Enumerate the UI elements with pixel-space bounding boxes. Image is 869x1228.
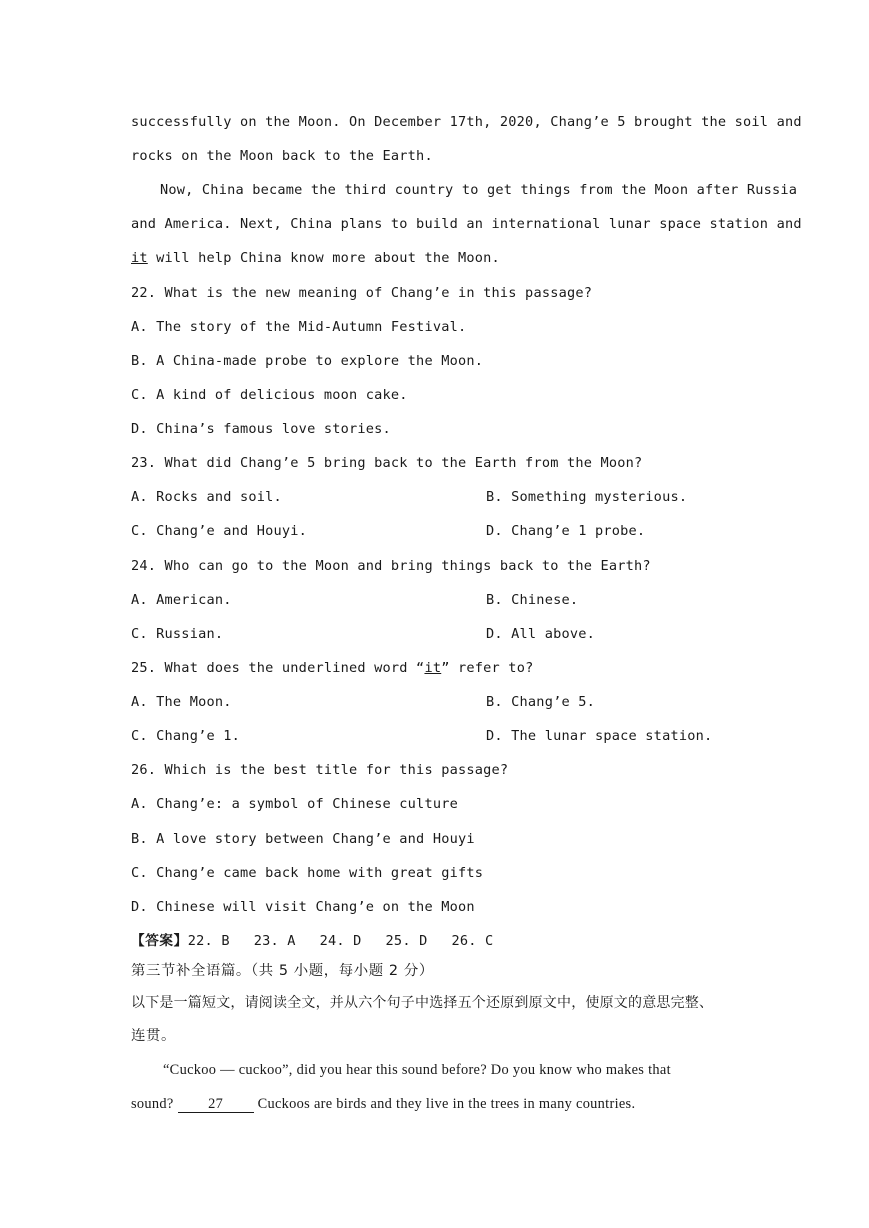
question-23-option-d: D. Chang’e 1 probe. [486,523,646,539]
passage-line-2: rocks on the Moon back to the Earth. [131,148,433,164]
blank-27[interactable]: 27 [178,1097,254,1113]
question-26-option-d: D. Chinese will visit Chang’e on the Moon [131,899,475,915]
question-25-stem [131,659,533,677]
answer-24: 24. D [319,933,362,949]
answer-23: 23. A [253,933,296,949]
section-3-instruction-line-1: 以下是一篇短文，请阅读全文，并从六个句子中选择五个还原到原文中，使原文的意思完整、 [131,995,714,1011]
question-22-option-b: B. A China-made probe to explore the Moon. [131,353,484,369]
underlined-it: it [131,250,148,266]
question-22-option-c: C. A kind of delicious moon cake. [131,387,408,403]
question-24-stem: 24. Who can go to the Moon and bring things back to the Earth? [131,558,651,574]
question-25-option-c: C. Chang’e 1. [131,728,240,744]
answer-key [131,932,493,950]
question-25-stem-post: ” refer to? [441,660,534,676]
answer-label: 【答案】 [131,933,188,949]
question-25-stem-pre: 25. What does the underlined word “ [131,660,425,676]
passage-line-1: successfully on the Moon. On December 17th, 2020, Chang’e 5 brought the soil and [131,114,802,130]
question-26-option-b: B. A love story between Chang’e and Houyi [131,831,475,847]
question-26-option-a: A. Chang’e: a symbol of Chinese culture [131,796,458,812]
cloze-line-2-post: Cuckoos are birds and they live in the trees in many countries. [257,1096,636,1112]
question-25-option-d: D. The lunar space station. [486,728,713,744]
section-3-instruction-line-2: 连贯。 [131,1028,176,1044]
answer-22: 22. B [187,933,230,949]
question-22-stem: 22. What is the new meaning of Chang’e in this passage? [131,285,593,301]
question-24-option-c: C. Russian. [131,626,224,642]
section-3-title: 第三节补全语篇。（共 5 小题，每小题 2 分） [131,963,434,979]
cloze-paragraph-line-1: “Cuckoo — cuckoo”, did you hear this sound before? Do you know who makes that [163,1062,671,1078]
passage-line-5-rest: will help China know more about the Moon. [147,250,500,266]
passage-line-3: Now, China became the third country to get things from the Moon after Russia [160,182,798,198]
question-22-option-d: D. China’s famous love stories. [131,421,391,437]
question-26-stem: 26. Which is the best title for this passage? [131,762,509,778]
question-25-option-a: A. The Moon. [131,694,232,710]
cloze-paragraph-line-2 [131,1095,635,1113]
passage-line-5 [131,249,500,267]
question-24-option-b: B. Chinese. [486,592,579,608]
question-23-option-c: C. Chang’e and Houyi. [131,523,308,539]
question-24-option-d: D. All above. [486,626,595,642]
question-26-option-c: C. Chang’e came back home with great gifts [131,865,484,881]
question-23-stem: 23. What did Chang’e 5 bring back to the Earth from the Moon? [131,455,643,471]
question-23-option-b: B. Something mysterious. [486,489,688,505]
question-24-option-a: A. American. [131,592,232,608]
question-25-option-b: B. Chang’e 5. [486,694,595,710]
passage-line-4: and America. Next, China plans to build an international lunar space station and [131,216,802,232]
answer-26: 26. C [451,933,494,949]
question-23-option-a: A. Rocks and soil. [131,489,282,505]
cloze-line-2-pre: sound? [131,1096,174,1112]
question-25-underlined-word: it [424,660,442,676]
answer-25: 25. D [385,933,428,949]
question-22-option-a: A. The story of the Mid-Autumn Festival. [131,319,467,335]
